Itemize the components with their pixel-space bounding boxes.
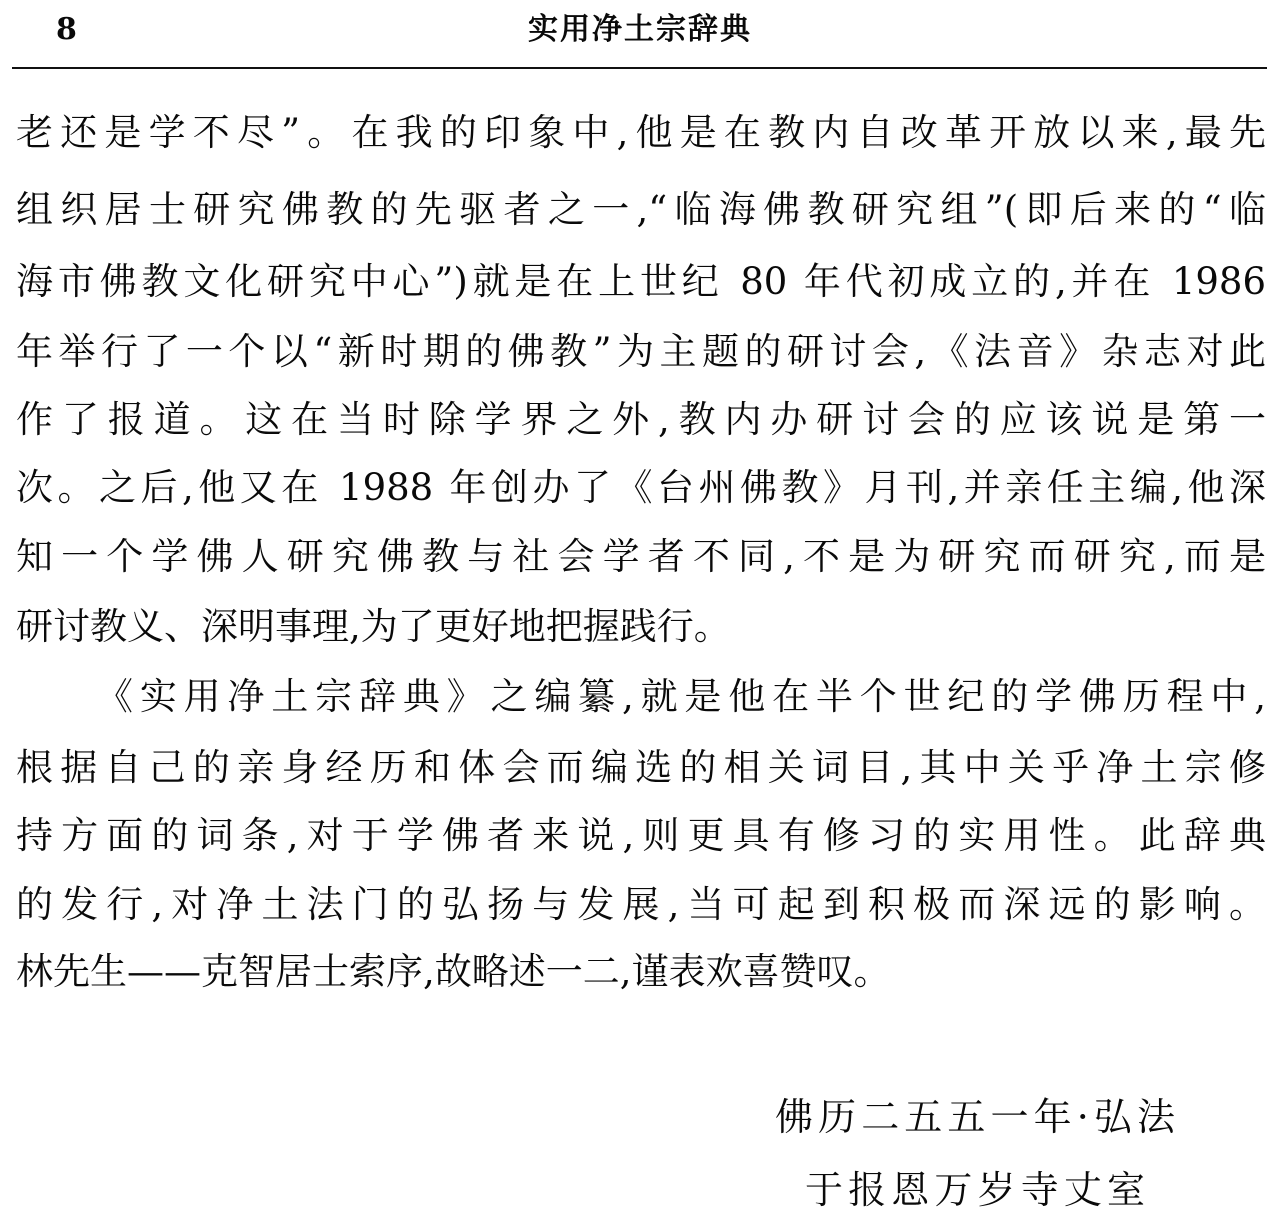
page-number: 8 [56, 12, 77, 47]
signature-place: 于报恩万岁寺丈室 [805, 1168, 1145, 1212]
body-line-12: 的发行,对净土法门的弘扬与发展,当可起到积极而深远的影响。 [16, 883, 1266, 926]
body-line-11: 持方面的词条,对于学佛者来说,则更具有修习的实用性。此辞典 [16, 814, 1266, 857]
body-line-3: 海市佛教文化研究中心”)就是在上世纪 80 年代初成立的,并在 1986 [16, 260, 1266, 303]
body-line-4: 年举行了一个以“新时期的佛教”为主题的研讨会,《法音》杂志对此 [16, 330, 1266, 373]
body-line-6: 次。之后,他又在 1988 年创办了《台州佛教》月刊,并亲任主编,他深 [16, 466, 1266, 509]
body-line-2: 组织居士研究佛教的先驱者之一,“临海佛教研究组”(即后来的“临 [16, 188, 1266, 231]
body-line-13: 林先生——克智居士索序,故略述一二,谨表欢喜赞叹。 [16, 950, 891, 993]
header-divider [12, 67, 1267, 69]
body-line-8: 研讨教义、深明事理,为了更好地把握践行。 [16, 605, 731, 648]
body-line-7: 知一个学佛人研究佛教与社会学者不同,不是为研究而研究,而是 [16, 535, 1266, 578]
signature-date-and-name: 佛历二五五一年·弘法 [775, 1095, 1175, 1139]
running-title: 实用净土宗辞典 [528, 12, 752, 47]
body-line-10: 根据自己的亲身经历和体会而编选的相关词目,其中关乎净土宗修 [16, 746, 1266, 789]
body-line-9: 《实用净土宗辞典》之编纂,就是他在半个世纪的学佛历程中, [96, 675, 1266, 718]
body-line-5: 作了报道。这在当时除学界之外,教内办研讨会的应该说是第一 [16, 398, 1266, 441]
body-line-1: 老还是学不尽”。在我的印象中,他是在教内自改革开放以来,最先 [16, 111, 1266, 154]
